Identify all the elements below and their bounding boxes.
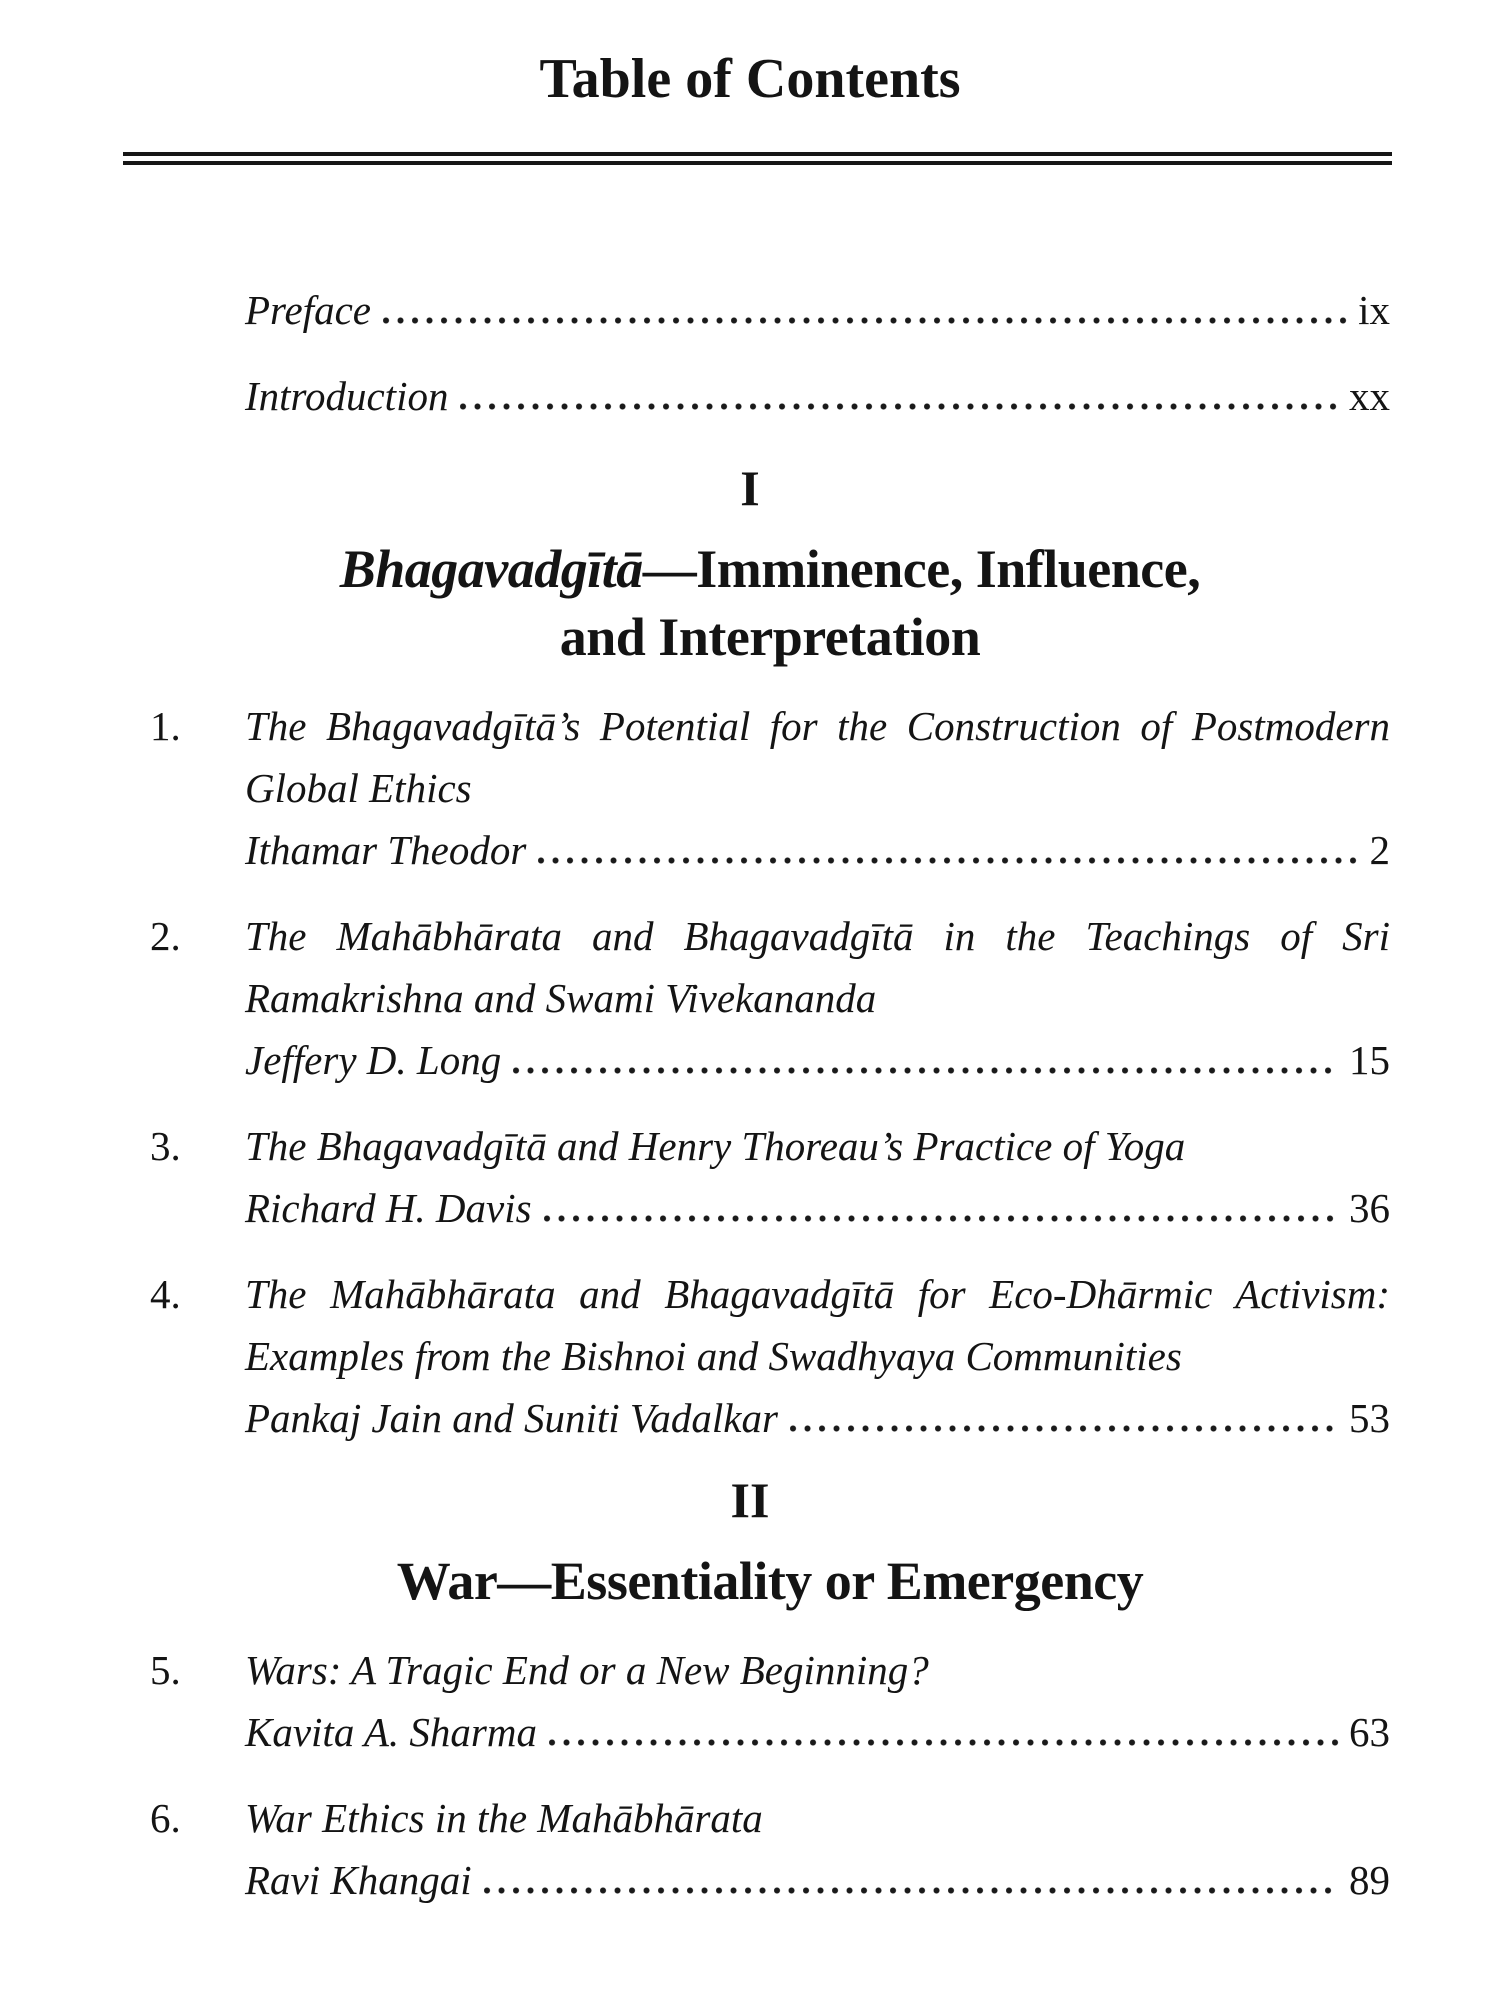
entry-body xyxy=(245,1263,1390,1449)
page-number: 63 xyxy=(1349,1709,1390,1755)
entry-author-row xyxy=(245,819,1390,881)
dot-leader xyxy=(549,1737,1339,1746)
section-2-heading xyxy=(150,1547,1390,1615)
entry-author: Jeffery D. Long xyxy=(245,1037,502,1083)
entry-title-line: War Ethics in the Mahābhārata xyxy=(245,1795,763,1841)
entry-body xyxy=(245,1787,1390,1911)
entry-body xyxy=(245,1115,1390,1239)
toc-entry-4 xyxy=(150,1263,1390,1449)
section-1-heading xyxy=(150,535,1390,671)
section-1-heading-line2: and Interpretation xyxy=(559,607,981,667)
page-number: 36 xyxy=(1349,1185,1390,1231)
entry-title-line: The Bhagavadgītā and Henry Thoreau’s Practice of Yoga xyxy=(245,1123,1186,1169)
toc-row-introduction xyxy=(245,371,1390,421)
toc-entry-5 xyxy=(150,1639,1390,1763)
entry-author: Ravi Khangai xyxy=(245,1857,472,1903)
entry-title-line: Examples from the Bishnoi and Swadhyaya Communities xyxy=(245,1333,1182,1379)
section-2-numeral: II xyxy=(730,1472,770,1528)
dot-leader xyxy=(484,1885,1339,1894)
toc-row-title: Preface xyxy=(245,287,371,333)
dot-leader xyxy=(460,401,1339,410)
toc-entry-2 xyxy=(150,905,1390,1091)
title-divider-rule xyxy=(123,152,1392,165)
entry-author: Pankaj Jain and Suniti Vadalkar xyxy=(245,1395,778,1441)
entry-author-row xyxy=(245,1029,1390,1091)
page-number: 53 xyxy=(1349,1395,1390,1441)
toc-entry-3 xyxy=(150,1115,1390,1239)
entry-number: 1. xyxy=(150,703,181,749)
dot-leader xyxy=(790,1423,1339,1432)
section-1-heading-italic: Bhagavadgītā xyxy=(339,539,643,599)
entry-title-line: The Mahābhārata and Bhagavadgītā for Eco-Dhārmic Activism: xyxy=(245,1271,1390,1317)
page-number: xx xyxy=(1349,373,1390,419)
dot-leader xyxy=(544,1213,1339,1222)
page-number: 89 xyxy=(1349,1857,1390,1903)
dot-leader xyxy=(513,1065,1339,1074)
entry-author-row xyxy=(245,1849,1390,1911)
page-title: Table of Contents xyxy=(539,48,961,110)
entry-number: 3. xyxy=(150,1123,181,1169)
entry-title-line: Ramakrishna and Swami Vivekananda xyxy=(245,975,877,1021)
entry-author-row xyxy=(245,1387,1390,1449)
dot-leader xyxy=(538,855,1359,864)
entry-title-line: The Bhagavadgītā’s Potential for the Construction of Postmodern xyxy=(245,703,1390,749)
entry-author: Kavita A. Sharma xyxy=(245,1709,537,1755)
entry-number: 2. xyxy=(150,913,181,959)
entry-body xyxy=(245,1639,1390,1763)
toc-entry-6 xyxy=(150,1787,1390,1911)
entry-author-row xyxy=(245,1177,1390,1239)
entry-author: Richard H. Davis xyxy=(245,1185,532,1231)
page-number: ix xyxy=(1358,287,1390,333)
entry-title-line: Wars: A Tragic End or a New Beginning? xyxy=(245,1647,929,1693)
entry-author-row xyxy=(245,1701,1390,1763)
page-number: 2 xyxy=(1369,827,1390,873)
entry-body xyxy=(245,695,1390,881)
front-matter-list xyxy=(245,285,1390,421)
entry-number: 4. xyxy=(150,1271,181,1317)
section-1-numeral: I xyxy=(740,460,760,516)
page-number: 15 xyxy=(1349,1037,1390,1083)
toc-row-preface xyxy=(245,285,1390,335)
entry-title-line: The Mahābhārata and Bhagavadgītā in the Teachings of Sri xyxy=(245,913,1390,959)
entry-title-line: Global Ethics xyxy=(245,765,472,811)
toc-entry-1 xyxy=(150,695,1390,881)
section-2-heading-line1: War—Essentiality or Emergency xyxy=(396,1551,1144,1611)
entry-number: 6. xyxy=(150,1795,181,1841)
entry-number: 5. xyxy=(150,1647,181,1693)
entry-author: Ithamar Theodor xyxy=(245,827,527,873)
toc-row-title: Introduction xyxy=(245,373,449,419)
dot-leader xyxy=(383,315,1348,324)
section-1-heading-rest: —Imminence, Influence, xyxy=(642,539,1201,599)
entry-body xyxy=(245,905,1390,1091)
